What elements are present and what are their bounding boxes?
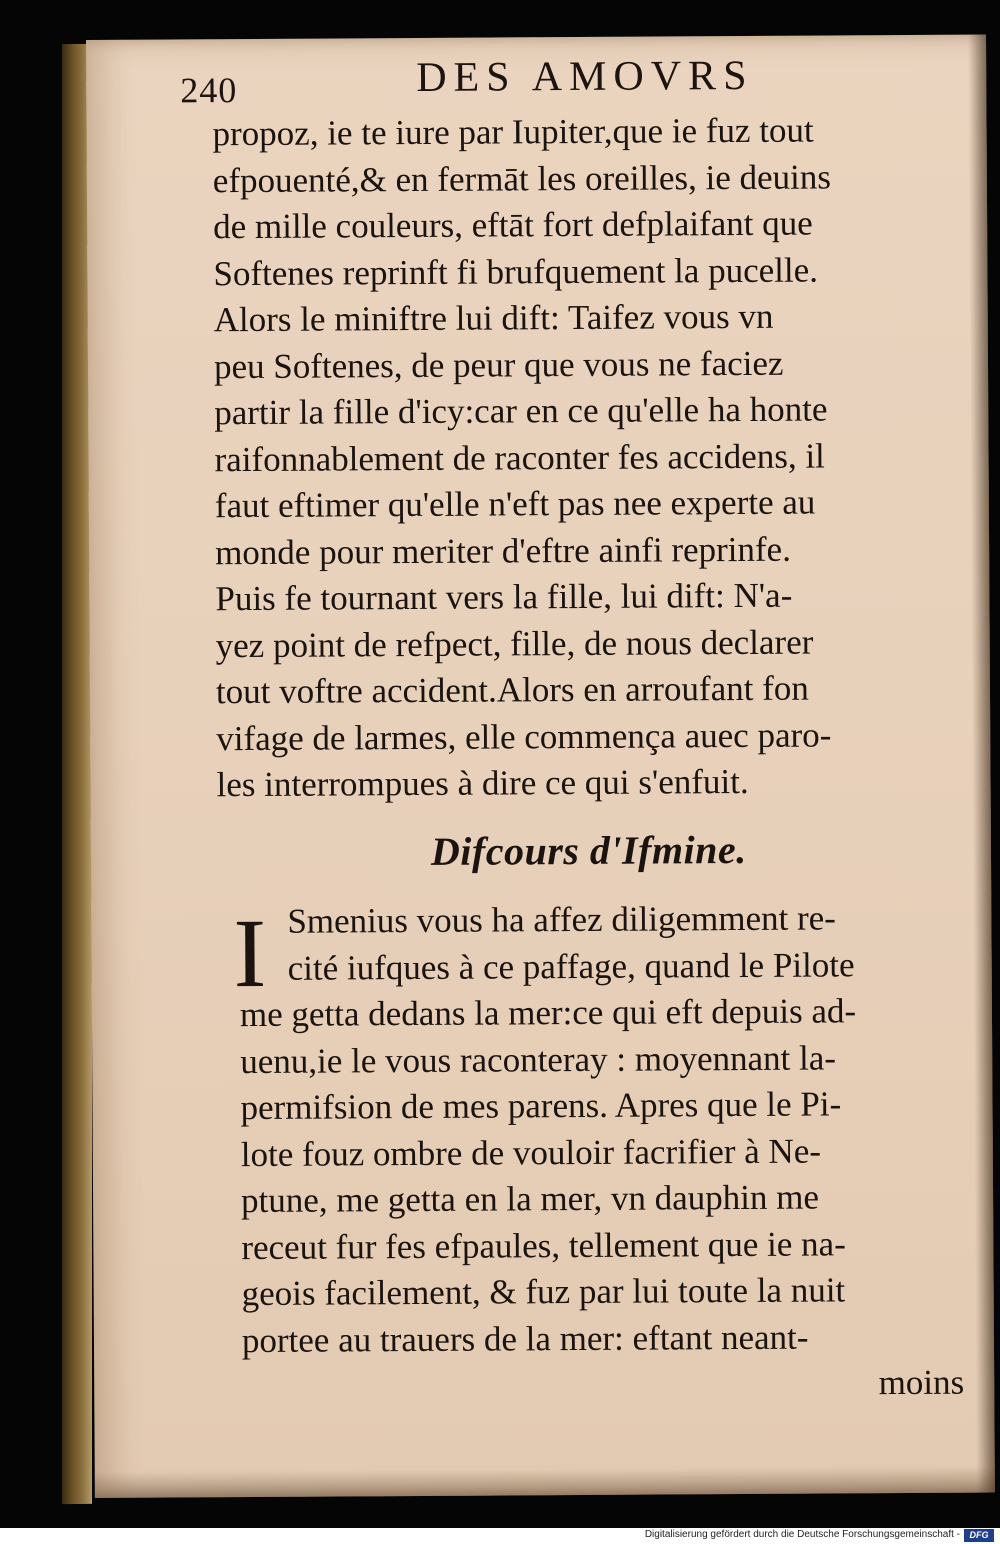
running-title: DES AMOVRS: [416, 52, 754, 101]
text-line: Softenes reprinft fi brufquement la pucelle.: [213, 250, 819, 293]
text-line: efpouenté,& en fermāt les oreilles, ie deuins: [212, 156, 832, 200]
funding-credit: Digitalisierung gefördert durch die Deutsche Forschungsgemeinschaft -: [644, 1529, 960, 1540]
text-line: uenu,ie le vous raconteray : moyennant la-: [240, 1037, 837, 1081]
text-line: lote fouz ombre de vouloir facrifier à Ne-: [240, 1131, 822, 1174]
text-line: tout voftre accident.Alors en arroufant fon: [215, 668, 809, 712]
text-line: portee au trauers de la mer: eftant neant-: [241, 1317, 809, 1360]
running-head: [176, 45, 936, 110]
text-line: peu Softenes, de peur que vous ne faciez: [213, 343, 784, 386]
text-line: faut eftimer qu'elle n'eft pas nee experte au: [214, 482, 816, 526]
text-line: monde pour meriter d'eftre ainfi reprinfe.: [215, 529, 792, 572]
text-line: yez point de refpect, fille, de nous declarer: [215, 622, 814, 665]
text-line: permifsion de mes parens. Apres que le Pi-: [240, 1084, 842, 1128]
section-body: [233, 895, 965, 1411]
text-line: cité iufques à ce paffage, quand le Pilote: [287, 944, 855, 988]
footer-bar: [0, 1528, 1000, 1544]
text-line: partir la fille d'icy:car en ce qu'elle ha honte: [214, 389, 828, 433]
text-line: me getta dedans la mer:ce qui eft depuis ad-: [239, 991, 857, 1035]
dfg-logo: DFG: [964, 1529, 994, 1542]
section-heading: Difcours d'Ifmine.: [430, 826, 747, 874]
catchword: moins: [878, 1362, 965, 1403]
text-line: vifage de larmes, elle commença auec paro-: [216, 714, 832, 758]
book-page: [86, 35, 995, 1498]
text-line: receut fur fes efpaules, tellement que ie na-: [241, 1223, 846, 1267]
text-line: raifonnablement de raconter fes accidens, il: [214, 435, 825, 479]
text-line: propoz, ie te iure par Iupiter,que ie fuz tout: [212, 110, 814, 154]
page-bottom-shadow: [95, 1466, 995, 1497]
drop-cap: I: [233, 899, 267, 1009]
page-gutter-shadow: [968, 35, 995, 1493]
text-line: geois facilement, & fuz par lui toute la nuit: [241, 1270, 846, 1314]
text-line: Puis fe tournant vers la fille, lui dift: N'a-: [215, 575, 793, 619]
text-line: les interrompues à dire ce qui s'enfuit.: [216, 761, 749, 805]
text-line: Smenius vous ha affez diligemment re-: [287, 898, 837, 941]
body-text: [212, 107, 956, 809]
text-line: de mille couleurs, eftāt fort defplaifant que: [213, 203, 813, 247]
page-number: 240: [180, 70, 238, 111]
text-line: ptune, me getta en la mer, vn dauphin me: [240, 1177, 820, 1221]
text-line: Alors le miniftre lui dift: Taifez vous vn: [213, 296, 774, 340]
